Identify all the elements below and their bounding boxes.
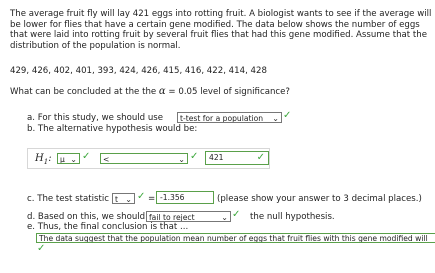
relation-select[interactable]	[100, 153, 188, 164]
test-type-dropdown-button[interactable]	[268, 112, 282, 123]
question-suffix: = 0.05 level of significance?	[168, 87, 290, 97]
check-icon: ✓	[232, 209, 241, 220]
check-icon: ✓	[137, 191, 146, 202]
hypothesis-value: 421	[209, 153, 224, 162]
part-e-label: e. Thus, the final conclusion is that ...	[27, 222, 189, 232]
check-icon: ✓	[256, 152, 265, 163]
decimal-hint: (please show your answer to 3 decimal places.)	[217, 194, 422, 204]
part-c-label: c. The test statistic	[27, 194, 109, 204]
part-d-label: d. Based on this, we should	[27, 212, 146, 222]
alpha-symbol: α	[158, 86, 166, 97]
check-icon: ✓	[37, 243, 46, 254]
parameter-select[interactable]	[57, 153, 80, 164]
equals-sign: =	[148, 194, 156, 204]
test-statistic-value: -1.356	[160, 193, 185, 202]
relation-value: <	[103, 155, 110, 164]
decision-dropdown-button[interactable]	[217, 211, 231, 222]
decision-value: fail to reject	[149, 213, 195, 222]
conclusion-select[interactable]	[36, 233, 435, 243]
hypothesis-value-input[interactable]	[205, 151, 269, 165]
test-type-select[interactable]	[177, 112, 269, 123]
chevron-down-icon: ⌄	[125, 195, 132, 204]
statistic-value: t	[115, 195, 118, 204]
question-prefix: What can be concluded at the the	[10, 87, 157, 97]
chevron-down-icon: ⌄	[70, 155, 77, 164]
data-values: 429, 426, 402, 401, 393, 424, 426, 415, 416, 422, 414, 428	[10, 66, 267, 76]
h1-letter: H	[35, 153, 44, 164]
parameter-value: μ	[60, 155, 65, 164]
chevron-down-icon: ⌄	[178, 155, 185, 164]
conclusion-value: The data suggest that the population mean number of eggs that fruit flies with this gene modified will	[39, 234, 428, 243]
part-a-label: a. For this study, we should use	[27, 113, 164, 123]
test-type-value: t-test for a population	[180, 114, 264, 123]
statistic-select[interactable]	[112, 193, 135, 204]
h1-colon: :	[48, 153, 52, 164]
chevron-down-icon: ⌄	[272, 114, 279, 123]
check-icon: ✓	[283, 110, 292, 121]
part-d-suffix: the null hypothesis.	[250, 212, 335, 222]
question-line	[10, 86, 290, 97]
h1-label	[35, 153, 52, 166]
check-icon: ✓	[82, 151, 91, 162]
chevron-down-icon: ⌄	[221, 213, 228, 222]
test-statistic-input[interactable]	[156, 191, 214, 204]
h1-subscript: 1	[43, 158, 49, 166]
decision-select[interactable]	[146, 211, 218, 222]
part-b-label: b. The alternative hypothesis would be:	[27, 124, 198, 134]
check-icon: ✓	[190, 151, 199, 162]
problem-statement: The average fruit fly will lay 421 eggs into rotting fruit. A biologist wants to see if the average will be lower for flies that have a certain gene modified. The data below shows the number of eggs that were laid into rotting fruit by several fruit flies that had this gene modified. Assume that the distribution of the population is normal.	[10, 9, 432, 51]
